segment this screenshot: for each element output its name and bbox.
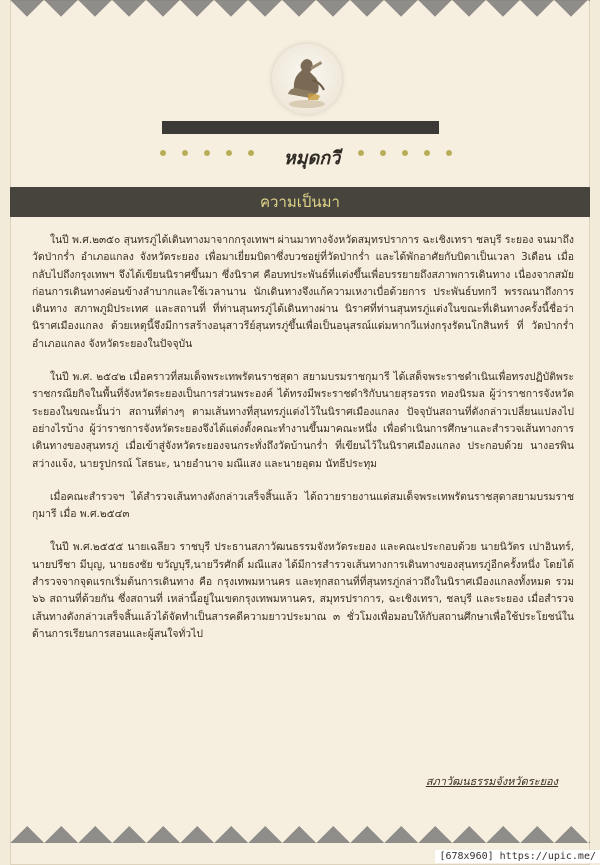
zigzag-border-top [10, 0, 590, 34]
paragraph-4: ในปี พ.ศ.๒๕๕๕ นายเฉลียว ราชบุรี ประธานสภาวัฒนธรรมจังหวัดระยอง และคณะประกอบด้วย นายนิวัตร เปาอินทร์, นายปรีชา มีบุญ, นายธงชัย ขวัญบุรี,นายวีรศักดิ์ มณีแสง ได้มีการสำรวจเส้นทางการเดินทางของสุนทรภู่อีกครั้งหนึ่ง โดยได้สำรวจจากจุดแรกเริ่มต้นการเดินทาง คือ กรุงเทพมหานคร และทุกสถานที่ที่สุนทรภู่กล่าวถึงในนิราศเมืองแกลงทั้งหมด รวม ๖๖ สถานที่ด้วยกัน ซึ่งสถานที่ เหล่านี้อยู่ในเขตกรุงเทพมหานคร, สมุทรปราการ, ฉะเชิงเทรา, ชลบุรี และระยอง เมื่อสำรวจเส้นทางดังกล่าวเสร็จสิ้นแล้วได้จัดทำเป็นสารคดีความยาวประมาณ ๓ ชั่วโมงเพื่อมอบให้กับสถานศึกษาเพื่อใช้ประโยชน์ในด้านการเรียนการสอนและผู้สนใจทั่วไป [32, 541, 574, 640]
logo-title: หมุดกวี [283, 148, 341, 169]
paragraph-1: ในปี พ.ศ.๒๓๕๐ สุนทรภู่ได้เดินทางมาจากกรุงเทพฯ ผ่านมาทางจังหวัดสมุทรปราการ ฉะเชิงเทรา ชลบุรี ระยอง จนมาถึงวัดป่ากร่ำ อำเภอแกลง จังหวัดระยอง เพื่อมาเยี่ยมบิดาซึ่งบวชอยู่ที่วัดป่ากร่ำ และได้พักอาศัยกับบิดาเป็นเวลา 3เดือน เมื่อกลับไปถึงกรุงเทพฯ จึงได้เขียนนิราศขึ้นมา ซึ่งนิราศ คือบทประพันธ์ที่แต่งขึ้นเพื่อบรรยายถึงสภาพการเดินทาง เนื่องจากสมัยก่อนการเดินทางค่อนข้างลำบากและใช้เวลานาน นักเดินทางจึงแก้ความเหงาเบื่อด้วยการ ประพันธ์บทกวี พรรณนาถึงการเดินทาง สภาพภูมิประเทศ และสถานที่ ที่ท่านสุนทรภู่ได้เดินทางผ่าน นิราศที่ท่านสุนทรภู่แต่งในขณะที่เดินทางครั้งนี้ชื่อว่านิราศเมืองแกลง ด้วยเหตุนี้จึงมีการสร้างอนุสาวรีย์สุนทรภู่ขึ้นเพื่อเป็นอนุสรณ์แด่มหากวีแห่งกรุงรัตนโกสินทร์ ที่ วัดป่ากร่ำ อำเภอแกลง จังหวัดระยองในปัจจุบัน [32, 234, 574, 350]
signature: สภาวัฒนธรรมจังหวัดระยอง [425, 775, 558, 788]
dot [182, 150, 188, 156]
paragraph-2: ในปี พ.ศ. ๒๕๔๒ เมื่อคราวที่สมเด็จพระเทพรัตนราชสุดา สยามบรมราชกุมารี ได้เสด็จพระราชดำเนินเพื่อทรงปฏิบัติพระราชกรณียกิจในพื้นที่จังหวัดระยองเป็นการส่วนพระองค์ ได้ทรงมีพระราชดำริกับนายสุรอรรถ ทองนิรมล ผู้ว่าราชการจังหวัดระยองในขณะนั้นว่า สถานที่ต่างๆ ตามเส้นทางที่สุนทรภู่แต่งไว้ในนิราศเมืองแกลง ปัจจุบันสถานที่ดังกล่าวเปลี่ยนแปลงไปอย่างไรบ้าง ผู้ว่าราชการจังหวัดระยองจึงได้แต่งตั้งคณะทำงานขึ้นมาคณะหนึ่ง เพื่อดำเนินการศึกษาและสำรวจเส้นทางการเดินทางของสุนทรภู่ เมื่อเข้าสู่จังหวัดระยองจนกระทั่งถึงวัดบ้านกร่ำ ที่เขียนไว้ในนิราศเมืองแกลง ประกอบด้วย นางอรพิน สว่างแจ้ง, นายรูปกรณ์ โสธนะ, นายอำนาจ มณีแสง และนายอุดม นัทธีประทุม [32, 371, 574, 470]
section-title: ความเป็นมา [260, 193, 340, 211]
dot [204, 150, 210, 156]
dot [226, 150, 232, 156]
watermark-link[interactable]: [678x960] https://upic.me/ [435, 850, 600, 863]
header-divider-bar [162, 121, 439, 134]
dot [160, 150, 166, 156]
poet-statue-icon [272, 44, 342, 114]
paragraph-3: เมื่อคณะสำรวจฯ ได้สำรวจเส้นทางดังกล่าวเสร็จสิ้นแล้ว ได้ถวายรายงานแด่สมเด็จพระเทพรัตนราชสุดาสยามบรมราชกุมารี เมื่อ พ.ศ.๒๕๔๓ [32, 490, 574, 521]
dot [424, 150, 430, 156]
dot [380, 150, 386, 156]
article-body [32, 232, 574, 659]
dot [402, 150, 408, 156]
dot [358, 150, 364, 156]
dot [446, 150, 452, 156]
page-frame [10, 0, 590, 865]
dot [248, 150, 254, 156]
zigzag-border-bottom [10, 809, 590, 843]
